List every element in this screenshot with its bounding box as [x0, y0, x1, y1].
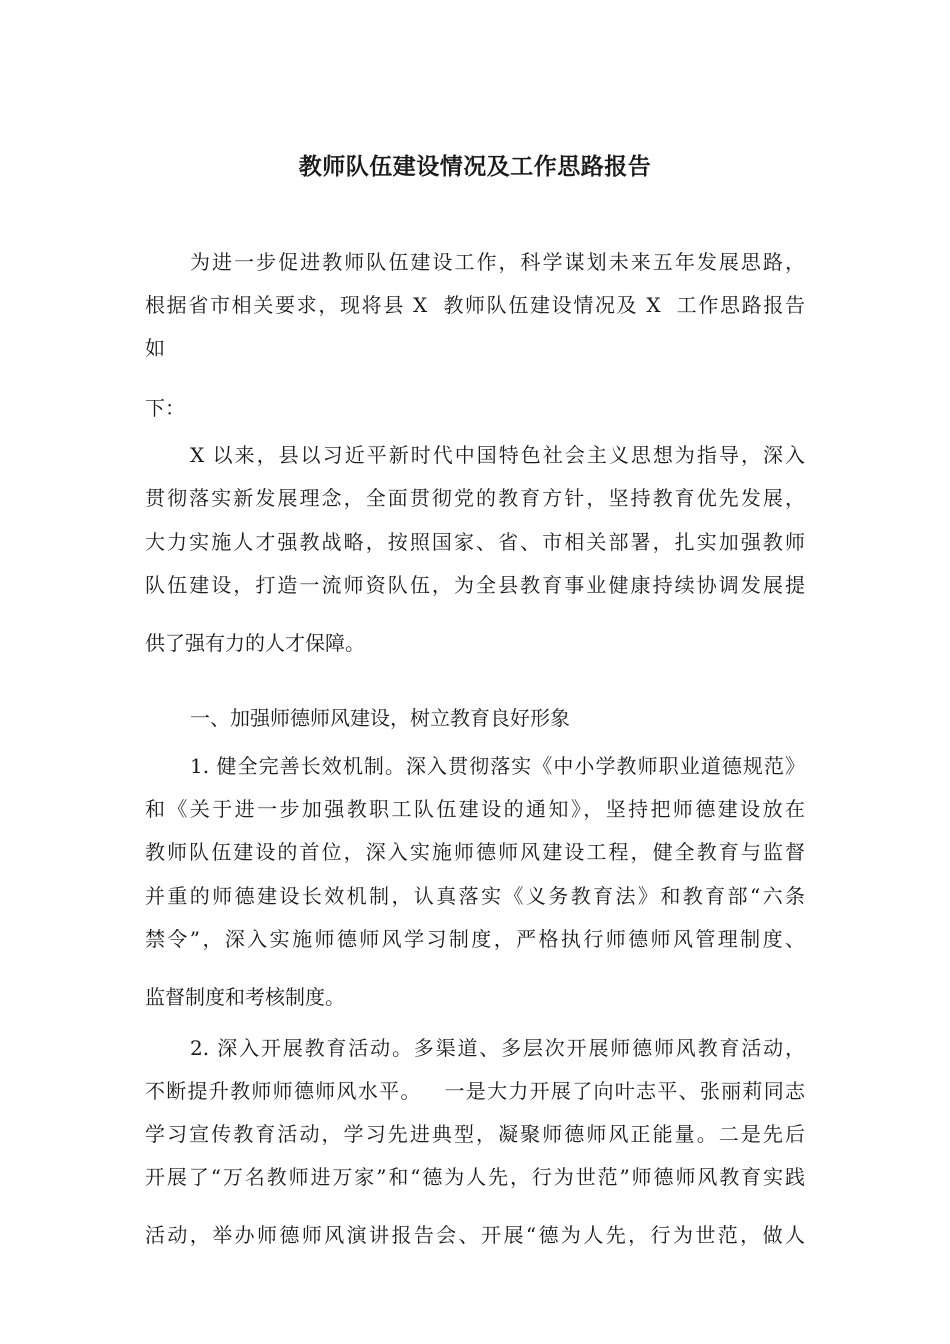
paragraph-line: 不断提升教师师德师风水平。 一是大力开展了向叶志平、张丽莉同志 [145, 1079, 805, 1103]
paragraph-line: 活动，举办师德师风演讲报告会、开展“德为人先，行为世范，做人 [145, 1223, 805, 1247]
paragraph-line: X 以来，县以习近平新时代中国特色社会主义思想为指导，深入 [190, 443, 805, 467]
paragraph-line: 禁令”，深入实施师德师风学习制度，严格执行师德师风管理制度、 [145, 927, 805, 951]
document-title: 教师队伍建设情况及工作思路报告 [298, 154, 652, 180]
paragraph-line: 学习宣传教育活动，学习先进典型，凝聚师德师风正能量。二是先后 [145, 1122, 805, 1146]
paragraph-line: 教师队伍建设的首位，深入实施师德师风建设工程，健全教育与监督 [145, 840, 805, 864]
paragraph-line: 开展了“万名教师进万家”和“德为人先，行为世范”师德师风教育实践 [145, 1165, 805, 1189]
paragraph-line: 2. 深入开展教育活动。多渠道、多层次开展师德师风教育活动， [190, 1036, 805, 1060]
paragraph-line: 如 [145, 336, 165, 360]
paragraph-line: 队伍建设，打造一流师资队伍，为全县教育事业健康持续协调发展提 [145, 573, 805, 597]
paragraph-line: 为进一步促进教师队伍建设工作，科学谋划未来五年发展思路， [190, 250, 805, 274]
section-heading: 一、加强师德师风建设，树立教育良好形象 [190, 706, 570, 730]
paragraph-line: 下： [145, 396, 185, 420]
paragraph-line: 大力实施人才强教战略，按照国家、省、市相关部署，扎实加强教师 [145, 530, 805, 554]
paragraph-line: 并重的师德建设长效机制，认真落实《义务教育法》和教育部“六条 [145, 884, 805, 908]
paragraph-line: 监督制度和考核制度。 [145, 985, 345, 1009]
paragraph-line: 1. 健全完善长效机制。深入贯彻落实《中小学教师职业道德规范》 [190, 754, 805, 778]
paragraph-line: 和《关于进一步加强教职工队伍建设的通知》，坚持把师德建设放在 [145, 797, 805, 821]
paragraph-line: 贯彻落实新发展理念，全面贯彻党的教育方针，坚持教育优先发展， [145, 486, 805, 510]
paragraph-line: 供了强有力的人才保障。 [145, 631, 365, 655]
paragraph-line: 根据省市相关要求，现将县 X 教师队伍建设情况及 X 工作思路报告 [145, 293, 805, 317]
